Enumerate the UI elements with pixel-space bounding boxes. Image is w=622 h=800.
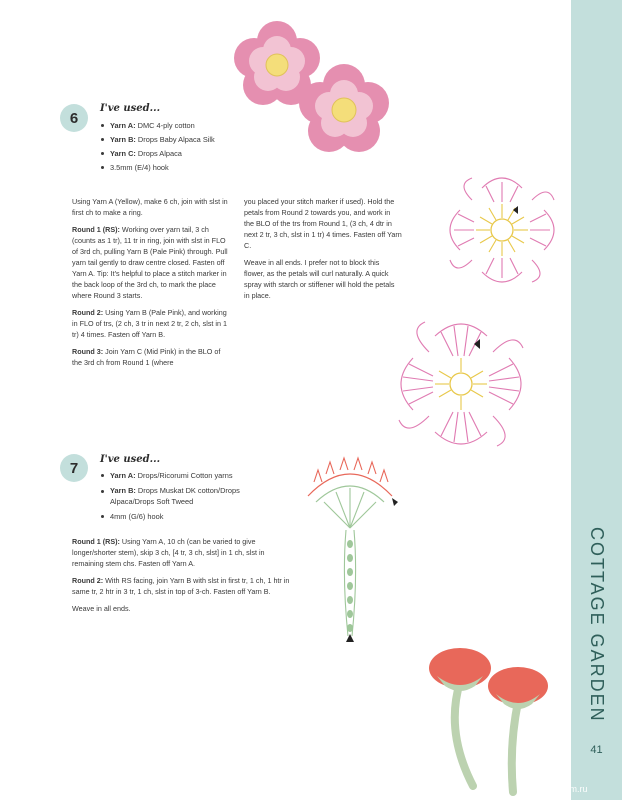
crochet-chart-flower-large [391, 314, 531, 454]
instructions-col-1 [72, 196, 232, 374]
materials-list [100, 469, 282, 524]
instructions-project-7 [72, 536, 294, 620]
material-item: Yarn A: DMC 4-ply cotton [110, 119, 280, 133]
instruction-paragraph: Round 2: Using Yarn B (Pale Pink), and working in FLO of trs, (2 ch, 3 tr in next 2 tr, 2 ch, slst in 1 tr) 4 times. Fasten off Yarn B. [72, 308, 227, 339]
page-number: 41 [590, 744, 603, 756]
instruction-paragraph: Round 1 (RS): Using Yarn A, 10 ch (can be varied to give longer/shorter stem), skip 3 ch, [4 tr, 3 ch, slst] in 1 ch, slst in remaining stem chs. Fasten off Yarn A. [72, 537, 265, 568]
watermark: PassionForum.ru [519, 784, 588, 794]
instruction-paragraph: Round 2: With RS facing, join Yarn B with slst in first tr, 1 ch, 1 htr in same tr, 2 htr in 3 tr, 1 ch, slst in top of 3-ch. Fasten off Yarn B. [72, 576, 290, 596]
materials-heading: I've used... [100, 103, 161, 114]
instruction-paragraph: Using Yarn A (Yellow), make 6 ch, join with slst in first ch to make a ring. [72, 197, 228, 217]
instruction-paragraph: Round 3: Join Yarn C (Mid Pink) in the BLO of the 3rd ch from Round 1 (where [72, 347, 221, 367]
material-item: 4mm (G/6) hook [110, 510, 282, 524]
materials-heading: I've used... [100, 454, 161, 465]
crochet-chart-carnation [298, 458, 408, 648]
instruction-paragraph: Weave in all ends. [72, 604, 131, 613]
material-item: Yarn A: Drops/Ricorumi Cotton yarns [110, 469, 282, 483]
carnation-2 [488, 667, 548, 792]
pink-flower-2 [299, 64, 389, 152]
instruction-paragraph: Weave in all ends. I prefer not to block this flower, as the petals will curl naturally. A quick spray with starch or stiffener will hold the petals in place. [244, 258, 395, 300]
carnation-1 [429, 648, 491, 786]
step-number-6: 6 [60, 104, 88, 132]
chapter-title: COTTAGE GARDEN [587, 527, 607, 723]
instruction-paragraph: you placed your stitch marker if used). Hold the petals from Round 2 towards you, and work in the BLO of the trs from Round 1, (3 ch, 4 dtr in next 2 tr, 3 ch, slst in 1 tr) 4 times. Fasten off Yarn C. [244, 197, 402, 250]
material-item: Yarn B: Drops Muskat DK cotton/Drops Alpaca/Drops Soft Tweed [110, 485, 282, 507]
carnation-photo [415, 636, 565, 796]
material-item: Yarn B: Drops Baby Alpaca Silk [110, 133, 280, 147]
crochet-chart-flower-small [442, 170, 562, 290]
instruction-paragraph: Round 1 (RS): Working over yarn tail, 3 ch (counts as 1 tr), 11 tr in ring, join with slst in FLO of 3rd ch, pulling Yarn B (Pale Pink) through. Pull yarn tail gently to draw centre closed. Fasten off Yarn A. Tip: It's helpful to place a stitch marker in the back loop of the 3rd ch, to mark the place where Round 3 starts. [72, 225, 228, 300]
materials-list [100, 119, 280, 175]
instructions-col-2 [244, 196, 402, 307]
material-item: 3.5mm (E/4) hook [110, 161, 280, 175]
step-number-7: 7 [60, 454, 88, 482]
material-item: Yarn C: Drops Alpaca [110, 147, 280, 161]
